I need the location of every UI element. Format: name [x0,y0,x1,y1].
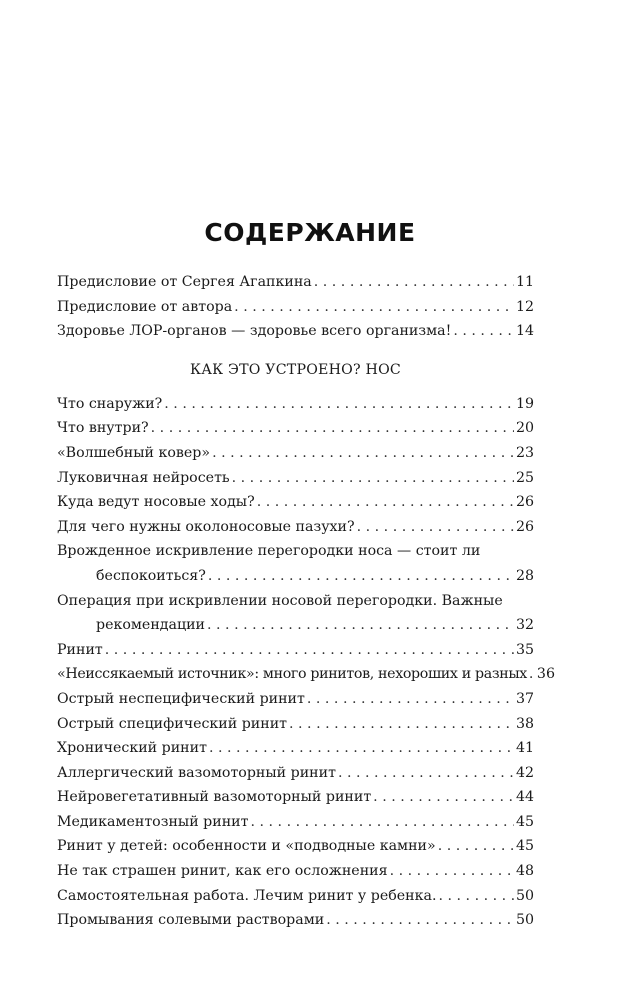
dot-leader [326,908,514,933]
toc-entry[interactable] [57,515,534,540]
dot-leader [289,712,514,737]
toc-entry[interactable] [57,392,534,417]
toc-entry-page: 26 [515,494,534,511]
dot-leader [438,834,514,859]
toc-entry[interactable] [57,908,534,933]
dot-leader [234,295,514,320]
toc-entry[interactable] [57,785,534,810]
toc-entry-page: 50 [515,912,534,929]
dot-leader [105,638,514,663]
dot-leader [207,613,514,638]
toc-entry-label: Для чего нужны околоносовые пазухи? [57,518,355,535]
toc-entry-page: 19 [515,395,534,412]
toc-entry-label-line2: рекомендации [96,617,206,634]
dot-leader [212,441,514,466]
toc-entry[interactable] [57,295,534,320]
toc-entry-label: Острый неспецифический ринит [57,690,305,707]
toc-entry-page: 44 [515,789,534,806]
toc-entry-page: 45 [515,838,534,855]
toc-entry-label: Ринит у детей: особенности и «подводные камни» [57,838,436,855]
toc-entry[interactable] [57,810,534,835]
toc-entry[interactable] [57,490,534,515]
toc-entry[interactable] [57,441,534,466]
toc-entry-label: Ринит [57,641,103,658]
dot-leader [357,515,514,540]
toc-entry[interactable] [57,736,534,761]
toc-entry[interactable] [57,270,534,295]
toc-entry[interactable] [57,638,534,663]
toc-entry-multiline[interactable] [57,589,534,638]
toc-entry[interactable] [57,834,534,859]
toc-entry-label-line2: беспокоиться? [96,567,206,584]
toc-entry-page: 45 [515,813,534,830]
toc-entry-page: 14 [515,323,534,340]
toc-entry-page: 26 [515,518,534,535]
dot-leader [232,466,514,491]
toc-entry-page: 11 [515,274,534,290]
dot-leader [390,859,514,884]
toc-entry[interactable] [57,687,534,712]
toc-entry-label: Что снаружи? [57,395,163,412]
dot-leader [209,736,514,761]
toc-entry-label: Промывания солевыми растворами [57,912,325,929]
dot-leader [314,270,514,295]
toc-entry[interactable] [57,319,534,344]
toc-entry-label: Самостоятельная работа. Лечим ринит у ребенка. [57,887,437,904]
toc-entry-label: Здоровье ЛОР-органов — здоровье всего организма! [57,323,452,340]
toc-entry-page: 25 [515,469,534,486]
dot-leader [208,564,514,589]
toc-entry-label-line1: Операция при искривлении носовой перегородки. Важные [57,592,503,609]
toc-entry[interactable] [57,859,534,884]
toc-entry-page: 36 [536,666,555,683]
toc-entry-page: 23 [515,444,534,461]
toc-entry-label: Нейровегетативный вазомоторный ринит [57,789,372,806]
toc-entry[interactable] [57,761,534,786]
toc-entry-label: Медикаментозный ринит [57,813,249,830]
toc-entry[interactable] [57,712,534,737]
dot-leader [373,785,514,810]
toc-entry-label: Предисловие от автора [57,298,233,315]
section-heading: КАК ЭТО УСТРОЕНО? НОС [190,361,401,378]
toc-entry[interactable] [57,416,534,441]
toc-entry-page: 35 [515,641,534,658]
table-of-contents [57,270,555,933]
dot-leader [257,490,514,515]
toc-entry-label: «Неиссякаемый источник»: много ринитов, нехороших и разных [57,666,527,683]
toc-entry-page: 12 [515,298,534,315]
toc-entry-label-line1: Врожденное искривление перегородки носа — стоит ли [57,543,481,560]
toc-entry-page: 50 [515,887,534,904]
toc-entry-label: Куда ведут носовые ходы? [57,494,255,511]
toc-entry[interactable] [57,662,555,687]
toc-entry-label: Луковичная нейросеть [57,469,230,486]
dot-leader [453,319,514,344]
dot-leader [438,884,513,909]
dot-leader [164,392,514,417]
toc-entry-page: 20 [515,420,534,437]
toc-entry-label: Острый специфический ринит [57,715,288,732]
toc-entry-page: 42 [515,764,534,781]
dot-leader [151,416,514,441]
toc-entry-label: Предисловие от Сергея Агапкина [57,274,312,290]
toc-entry-page: 41 [515,740,534,757]
dot-leader [250,810,513,835]
toc-entry-page: 48 [515,863,534,880]
dot-leader [529,662,535,687]
toc-entry-multiline[interactable] [57,539,534,588]
toc-entry-label: Аллергический вазомоторный ринит [57,764,336,781]
toc-entry-page: 38 [515,715,534,732]
toc-entry-label: «Волшебный ковер» [57,444,211,461]
dot-leader [338,761,514,786]
toc-entry[interactable] [57,466,534,491]
toc-entry-page: 37 [515,690,534,707]
toc-entry-label: Что внутри? [57,420,149,437]
toc-entry-label: Хронический ринит [57,740,207,757]
toc-entry-page: 28 [515,567,534,584]
dot-leader [307,687,514,712]
toc-entry-page: 32 [515,617,534,634]
toc-entry[interactable] [57,884,534,909]
toc-entry-label: Не так страшен ринит, как его осложнения [57,863,388,880]
page-title: СОДЕРЖАНИЕ [204,218,416,247]
